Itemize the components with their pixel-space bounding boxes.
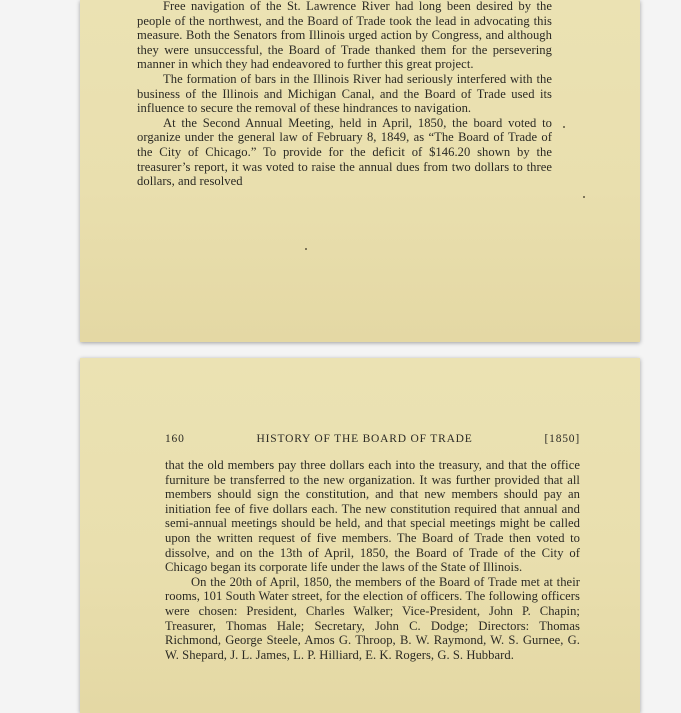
scan-speck — [563, 126, 565, 128]
running-head — [165, 433, 580, 445]
paragraph-election: On the 20th of April, 1850, the members of the Board of Trade met at their rooms, 101 South Water street, for the election of officers. The following officers were chosen: President, Charles Walker; Vice-President, John P. Chapin; Treasurer, Thomas Hale; Secretary, John C. Dodge; Directors: Thomas Richmond, George Steele, Amos G. Throop, B. W. Raymond, W. S. Gurnee, G. W. Shepard, J. L. James, L. P. Hilliard, E. K. Rogers, G. S. Hubbard. — [165, 574, 580, 662]
scan-speck — [583, 196, 585, 198]
scanned-page-lower — [80, 358, 640, 713]
lower-page-body — [165, 458, 580, 662]
paragraph-st-lawrence: Free navigation of the St. Lawrence River had long been desired by the people of the northwest, and the Board of Trade took the lead in advocating this measure. Both the Senators from Illinois urged action by Congress, and although they were unsuccessful, the Board of Trade thanked them for the persevering manner in which they had endeavored to further this great project. — [137, 0, 552, 72]
scanned-page-upper — [80, 0, 640, 342]
running-title: HISTORY OF THE BOARD OF TRADE — [256, 433, 473, 445]
running-year: [1850] — [544, 433, 580, 445]
paragraph-constitution: that the old members pay three dollars each into the treasury, and that the office furniture be transferred to the new organization. It was further provided that all members should sign the constitution, and that new members should pay an initiation fee of five dollars each. The new constitution required that annual and semi-annual meetings should be held, and that special meetings might be called upon the written request of five members. The Board of Trade then voted to dissolve, and on the 13th of April, 1850, the Board of Trade of the City of Chicago began its corporate life under the laws of the State of Illinois. — [165, 458, 580, 575]
scan-speck — [305, 248, 307, 250]
page-number: 160 — [165, 433, 185, 445]
paragraph-illinois-river: The formation of bars in the Illinois River had seriously interfered with the business of the Illinois and Michigan Canal, and the Board of Trade used its influence to secure the removal of these hindrances to navigation. — [137, 71, 552, 116]
upper-page-body — [137, 0, 552, 189]
paragraph-annual-meeting: At the Second Annual Meeting, held in April, 1850, the board voted to organize under the general law of February 8, 1849, as “The Board of Trade of the City of Chicago.” To provide for the deficit of $146.20 shown by the treasurer’s report, it was voted to raise the annual dues from two dollars to three dollars, and resolved — [137, 115, 552, 189]
